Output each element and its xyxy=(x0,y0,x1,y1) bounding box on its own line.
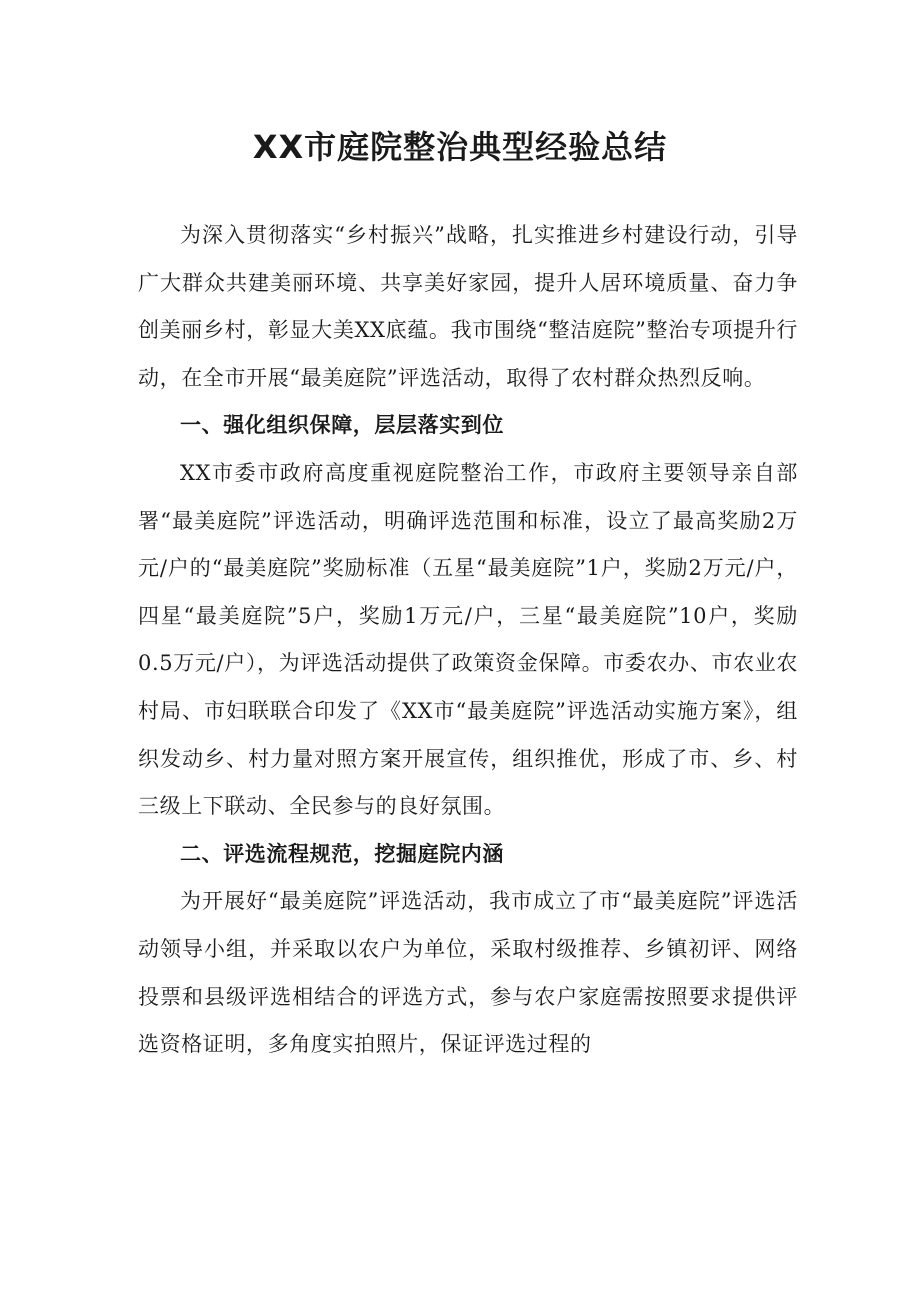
paragraph-section-2: 为开展好“最美庭院”评选活动，我市成立了市“最美庭院”评选活动领导小组，并采取以农户为单位，采取村级推荐、乡镇初评、网络投票和县级评选相结合的评选方式，参与农户家庭需按照要求提供评选资格证明，多角度实拍照片，保证评选过程的 xyxy=(138,889,798,1057)
section-heading-2: 二、评选流程规范，挖掘庭院内涵 xyxy=(180,841,504,866)
paragraph-section-1: XX市委市政府高度重视庭院整治工作，市政府主要领导亲自部署“最美庭院”评选活动，明确评选范围和标准，设立了最高奖励2万元/户的“最美庭院”奖励标准（五星“最美庭院”1户，奖励2万元/户，四星“最美庭院”5户，奖励1万元/户，三星“最美庭院”10户，奖励0.5万元/户），为评选活动提供了政策资金保障。市委农办、市农业农村局、市妇联联合印发了《XX市“最美庭院”评选活动实施方案》，组织发动乡、村力量对照方案开展宣传，组织推优，形成了市、乡、村三级上下联动、全民参与的良好氛围。 xyxy=(138,460,798,819)
document-title: XX市庭院整治典型经验总结 xyxy=(252,128,668,166)
section-heading-1: 一、强化组织保障，层层落实到位 xyxy=(180,413,504,438)
paragraph-intro: 为深入贯彻落实“乡村振兴”战略，扎实推进乡村建设行动，引导广大群众共建美丽环境、共享美好家园，提升人居环境质量、奋力争创美丽乡村，彰显大美XX底蕴。我市围绕“整洁庭院”整治专项提升行动，在全市开展“最美庭院”评选活动，取得了农村群众热烈反响。 xyxy=(138,223,798,390)
document-body xyxy=(138,212,798,1069)
